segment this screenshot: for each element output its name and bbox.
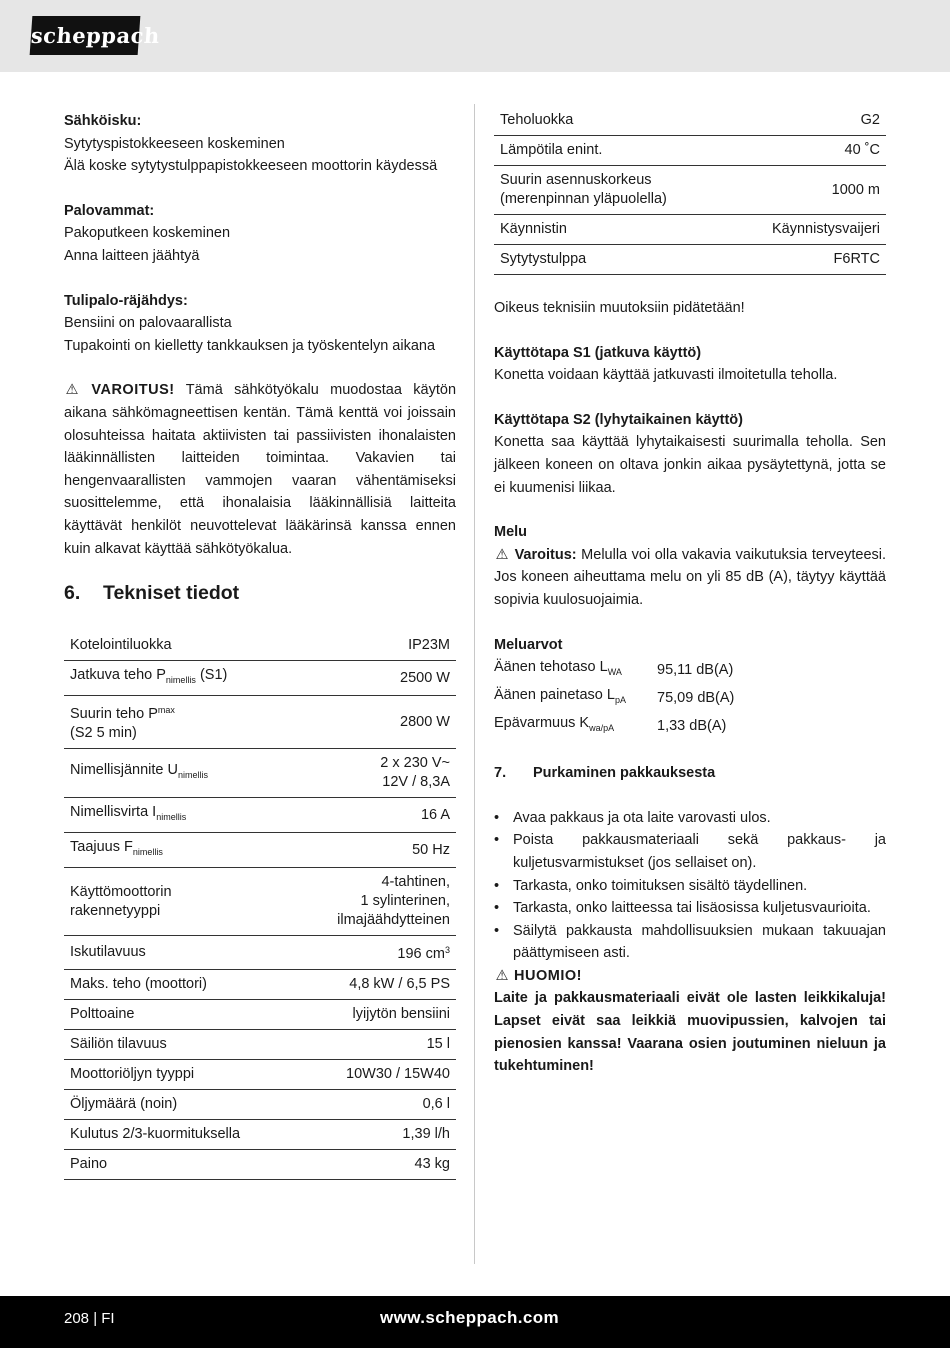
noise-label-sub: wa/pA: [589, 723, 615, 734]
spec-label-sub: nimellis: [156, 812, 187, 823]
spec-value: 40 ˚C: [729, 136, 886, 166]
warning-text: Tämä sähkötyökalu muodostaa käytön aikana sähkömagneettisen kentän. Tämä kenttä voi joissain olosuhteissa haitata aktiivisten tai passiivisten ihonalaisten lääkinnällisten laitteiden toimintaa. Vakavien tai hengenvaarallisten vammojen vaaran vähentämiseksi suosittelemme, että ihonalaisia lääkinnällisiä laitteita käyttävät henkilöt neuvottelevat lääkärinsä kanssa ennen kuin alkavat käyttää sähkötyökalua.: [64, 382, 457, 557]
warning-label: VAROITUS!: [91, 382, 175, 399]
spec-label: Kotelointiluokka: [64, 631, 297, 661]
mode-s2-block: [494, 409, 886, 499]
noise-label: [494, 684, 657, 712]
table-row: [64, 970, 456, 1000]
spec-value: G2: [729, 106, 886, 136]
spec-value: 0,6 l: [297, 1090, 456, 1120]
spec-label-sub: nimellis: [132, 847, 163, 858]
spec-value: 15 l: [297, 1030, 456, 1060]
table-row: [64, 936, 456, 970]
attention-heading: [494, 965, 886, 988]
spec-label: Iskutilavuus: [64, 936, 297, 970]
section-7-number: 7.: [494, 765, 507, 782]
table-row: [494, 245, 886, 275]
noise-label-text: Äänen painetaso L: [494, 687, 615, 704]
technical-changes-notice: Oikeus teknisiin muutoksiin pidätetään!: [494, 300, 745, 316]
section-title: [64, 582, 456, 605]
spec-value: 1,39 l/h: [297, 1120, 456, 1150]
attention-block: [494, 965, 886, 1078]
spec-label-text: Suurin teho P: [70, 706, 158, 723]
spec-value: [297, 749, 456, 798]
spec-value: 2800 W: [297, 696, 456, 749]
spec-value: [297, 868, 456, 936]
noise-block: [494, 521, 886, 611]
noise-value: 1,33 dB(A): [657, 717, 727, 734]
spec-label: [64, 798, 297, 833]
noise-values-block: [494, 634, 886, 741]
table-row: [494, 712, 886, 740]
spec-value-line: ilmajäähdytteinen: [337, 912, 450, 929]
spec-value: lyijytön bensiini: [297, 1000, 456, 1030]
noise-warning-label: Varoitus:: [514, 546, 577, 563]
table-row: [64, 1060, 456, 1090]
spec-label-line2: rakennetyyppi: [70, 902, 161, 919]
spec-value: 43 kg: [297, 1150, 456, 1180]
spec-value-sup: 3: [444, 945, 450, 956]
spec-value: 2500 W: [297, 661, 456, 696]
warning-triangle-icon: ⚠: [65, 382, 79, 399]
table-row: [64, 868, 456, 936]
mode-s2-title: Käyttötapa S2 (lyhytaikainen käyttö): [494, 411, 743, 428]
spec-label: Kulutus 2/3-kuormituksella: [64, 1120, 297, 1150]
spec-label-text: Taajuus F: [70, 839, 133, 856]
list-item: • Tarkasta, onko toimituksen sisältö täydellinen.: [494, 875, 886, 898]
spec-label: Lämpötila enint.: [494, 136, 729, 166]
left-column: [64, 110, 456, 1180]
right-column: [494, 106, 886, 1100]
table-row: [494, 136, 886, 166]
spec-label-text: Suurin asennuskorkeus: [500, 172, 652, 188]
spec-label: [64, 833, 297, 868]
table-row: [64, 798, 456, 833]
noise-warning: [494, 544, 886, 612]
spec-label: [494, 166, 729, 215]
noise-value: 95,11 dB(A): [657, 661, 734, 678]
spec-value: 1000 m: [729, 166, 886, 215]
table-row: [64, 1090, 456, 1120]
electric-shock-line: Älä koske sytytystulppapistokkeeseen moottorin käydessä: [64, 158, 438, 175]
scheppach-logo: scheppach: [30, 16, 141, 55]
spec-label: [64, 661, 297, 696]
table-row: [64, 631, 456, 661]
list-item: • Poista pakkausmateriaali sekä pakkaus- ja kuljetusvarmistukset (jos sellaiset on).: [494, 829, 886, 874]
list-item: • Säilytä pakkausta mahdollisuuksien mukaan takuuajan päättymiseen asti.: [494, 920, 886, 965]
spec-value: 16 A: [297, 798, 456, 833]
noise-values-table: [494, 656, 886, 740]
table-row: [64, 1030, 456, 1060]
table-row: [64, 749, 456, 798]
spec-value-line: 4-tahtinen,: [381, 874, 450, 891]
table-row: [64, 1120, 456, 1150]
table-row: [64, 1150, 456, 1180]
noise-label: [494, 712, 657, 740]
spec-label: Säiliön tilavuus: [64, 1030, 297, 1060]
table-row: [494, 656, 886, 684]
spec-label: Polttoaine: [64, 1000, 297, 1030]
page-footer: [0, 1296, 950, 1348]
spec-label: Moottoriöljyn tyyppi: [64, 1060, 297, 1090]
spec-label-text: Nimellisjännite U: [70, 762, 178, 779]
spec-label: [64, 868, 297, 936]
noise-label-sub: WA: [607, 667, 622, 678]
spec-label-sub: nimellis: [177, 770, 208, 781]
spec-label: Teholuokka: [494, 106, 729, 136]
noise-label: [494, 656, 657, 684]
table-row: [64, 1000, 456, 1030]
electric-shock-title: Sähköisku:: [64, 113, 142, 129]
list-item: • Avaa pakkaus ja ota laite varovasti ulos.: [494, 807, 886, 830]
burns-line: Anna laitteen jäähtyä: [64, 247, 200, 264]
spec-label-line2: (S2 5 min): [70, 725, 137, 742]
mode-s1-text: Konetta voidaan käyttää jatkuvasti ilmoitetulla teholla.: [494, 367, 838, 384]
attention-text: Laite ja pakkausmateriaali eivät ole lasten leikkikaluja! Lapset eivät saa leikkiä muovipussien, kalvojen tai pienosien kanssa! Vaarana osien joutuminen nieluun ja tukehtuminen!: [494, 990, 886, 1075]
mode-s1-block: [494, 342, 886, 387]
spec-label: [64, 749, 297, 798]
spec-value: F6RTC: [729, 245, 886, 275]
spec-label: Paino: [64, 1150, 297, 1180]
spec-value: Käynnistysvaijeri: [729, 215, 886, 245]
table-row: [494, 215, 886, 245]
warning-triangle-icon: ⚠: [495, 967, 509, 984]
spec-value: 10W30 / 15W40: [297, 1060, 456, 1090]
technical-data-table: [64, 631, 456, 1180]
spec-label-suffix: (S1): [195, 667, 228, 684]
spec-label-text: Jatkuva teho P: [70, 667, 166, 684]
noise-value: 75,09 dB(A): [657, 689, 735, 706]
list-item: • Tarkasta, onko laitteessa tai lisäosissa kuljetusvaurioita.: [494, 897, 886, 920]
spec-label: Öljymäärä (noin): [64, 1090, 297, 1120]
noise-title: Melu: [494, 524, 528, 541]
section-7-title-text: Purkaminen pakkauksesta: [533, 765, 716, 782]
electric-shock-line: Sytytyspistokkeeseen koskeminen: [64, 135, 285, 152]
spec-value: 50 Hz: [297, 833, 456, 868]
noise-warning-text: Melulla voi olla vakavia vaikutuksia terveyteesi. Jos koneen aiheuttama melu on yli 85 dB (A), täytyy käyttää sopivia kuulosuojaimia.: [494, 546, 887, 608]
spec-value-line: 12V / 8,3A: [382, 774, 450, 791]
spec-value-line: 1 sylinterinen,: [360, 893, 450, 910]
spec-value: IP23M: [297, 631, 456, 661]
spec-value-text: 196 cm: [397, 946, 445, 963]
section-number: 6.: [64, 582, 81, 605]
table-row: [494, 106, 886, 136]
spec-label-sup: max: [157, 705, 175, 716]
table-row: [64, 833, 456, 868]
spec-label: Maks. teho (moottori): [64, 970, 297, 1000]
table-row: [64, 661, 456, 696]
spec-label: [64, 696, 297, 749]
emf-warning: [64, 379, 456, 560]
page-header: [0, 0, 950, 72]
table-row: [494, 684, 886, 712]
spec-label-text: Käyttömoottorin: [70, 883, 172, 900]
spec-label: Sytytystulppa: [494, 245, 729, 275]
noise-values-title: Meluarvot: [494, 636, 563, 653]
burns-title: Palovammat:: [64, 202, 155, 219]
spec-label-line2: (merenpinnan yläpuolella): [500, 191, 667, 207]
noise-label-text: Äänen tehotaso L: [494, 659, 608, 676]
noise-label-text: Epävarmuus K: [494, 715, 590, 732]
mode-s2-text: Konetta saa käyttää lyhytaikaisesti suurimalla teholla. Sen jälkeen koneen on oltava jonkin aikaa pysäytettynä, jotta se ei kuumenisi liikaa.: [494, 434, 886, 496]
spec-label-sub: nimellis: [165, 675, 196, 686]
section-7-title: [494, 762, 886, 785]
fire-line: Tupakointi on kielletty tankkauksen ja työskentelyn aikana: [64, 337, 436, 354]
burns-block: [64, 200, 456, 268]
technical-data-table-continued: [494, 106, 886, 275]
noise-label-sub: pA: [614, 695, 626, 706]
spec-label: Käynnistin: [494, 215, 729, 245]
mode-s1-title: Käyttötapa S1 (jatkuva käyttö): [494, 344, 702, 361]
spec-label-text: Nimellisvirta I: [70, 804, 157, 821]
unpacking-list: [494, 807, 886, 965]
attention-label: HUOMIO!: [514, 967, 582, 984]
fire-line: Bensiini on palovaarallista: [64, 315, 232, 332]
burns-line: Pakoputkeen koskeminen: [64, 225, 231, 242]
fire-block: [64, 290, 456, 358]
electric-shock-block: [64, 110, 456, 178]
spec-value: [297, 936, 456, 970]
warning-triangle-icon: ⚠: [495, 546, 509, 563]
section-title-text: Tekniset tiedot: [103, 582, 240, 605]
page-number: 208 | FI: [64, 1310, 115, 1327]
spec-value: 4,8 kW / 6,5 PS: [297, 970, 456, 1000]
website-link[interactable]: www.scheppach.com: [380, 1308, 560, 1327]
column-divider: [474, 104, 475, 1264]
spec-value-line: 2 x 230 V~: [380, 755, 450, 772]
table-row: [494, 166, 886, 215]
table-row: [64, 696, 456, 749]
fire-title: Tulipalo-räjähdys:: [64, 292, 188, 309]
